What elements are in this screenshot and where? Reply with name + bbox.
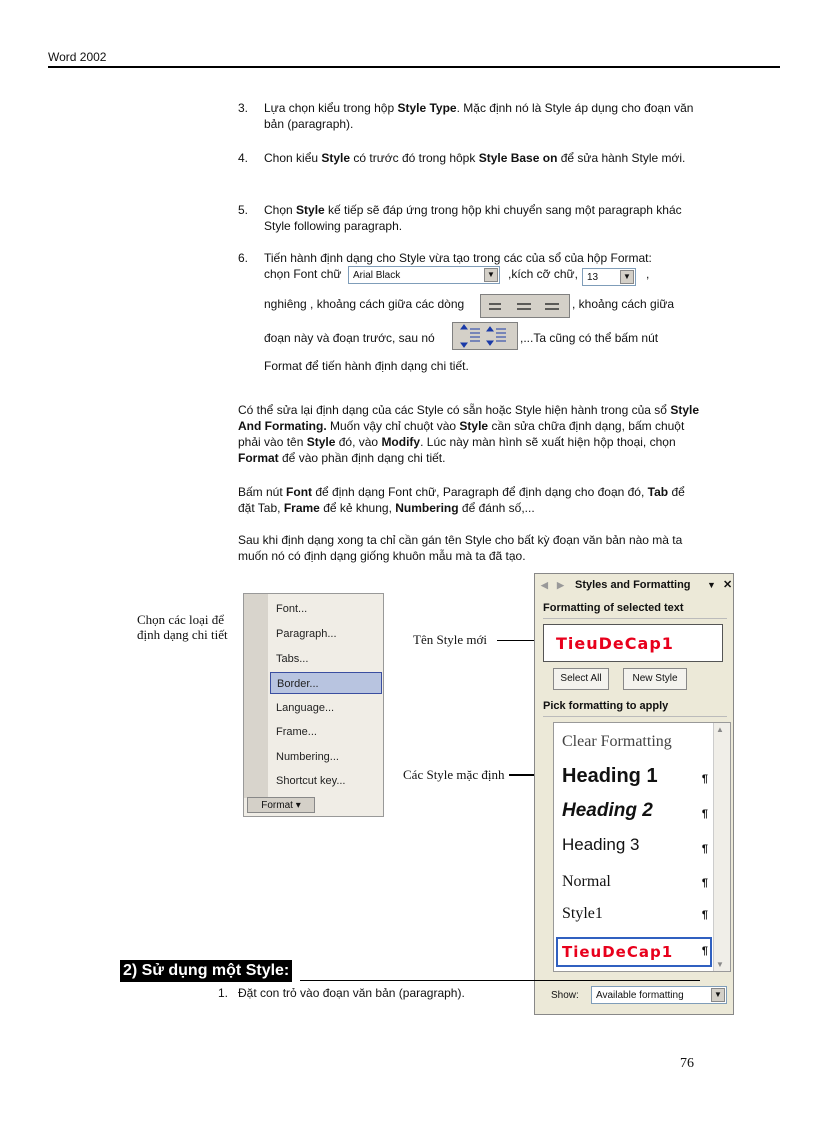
- pane-title: Styles and Formatting: [575, 579, 691, 591]
- font-label: chọn Font chữ: [264, 267, 342, 281]
- text-run: để đặt Tab,: [238, 485, 685, 515]
- paragraph-buttons: [238, 484, 700, 516]
- line-spacing-icon[interactable]: [481, 295, 569, 317]
- forward-arrow-icon[interactable]: ▶: [557, 580, 564, 590]
- bold-run: Modify: [381, 435, 421, 449]
- bold-run: Format: [238, 451, 279, 465]
- bold-run: Style: [459, 419, 489, 433]
- step6-line5: Format để tiến hành định dạng chi tiết.: [264, 359, 469, 373]
- bold-run: Style: [321, 151, 351, 165]
- menu-item-border[interactable]: Border...: [270, 672, 382, 694]
- text-run: có trước đó trong hôpk: [350, 151, 479, 165]
- paragraph-mark-icon: ¶: [701, 909, 708, 921]
- section-rule: [300, 980, 700, 981]
- format-button-hint: ,...Ta cũng có thể bấm nút: [520, 331, 659, 345]
- style-heading-3[interactable]: Heading 3: [562, 835, 640, 854]
- bold-run: Style Type: [397, 101, 457, 115]
- paragraph-mark-icon: ¶: [701, 843, 708, 855]
- formatting-selected-label: Formatting of selected text: [543, 602, 684, 614]
- styles-scrollbar[interactable]: [713, 723, 730, 971]
- menu-item-frame[interactable]: Frame...: [276, 726, 317, 738]
- menu-item-shortcut-key[interactable]: Shortcut key...: [276, 775, 346, 787]
- text-run: . Mặc định nó là Style áp dụng cho đoạn văn bản (paragraph).: [264, 101, 694, 131]
- caption-default-styles: Các Style mặc định: [403, 767, 505, 782]
- scroll-up-icon[interactable]: ▲: [716, 725, 724, 734]
- menu-item-language[interactable]: Language...: [276, 702, 335, 714]
- bold-run: Numbering: [395, 501, 459, 515]
- pick-formatting-label: Pick formatting to apply: [543, 700, 669, 712]
- style-normal[interactable]: Normal: [562, 873, 611, 890]
- step-text: [264, 100, 698, 132]
- font-combo[interactable]: [348, 266, 500, 284]
- style-heading-2[interactable]: Heading 2: [562, 800, 653, 821]
- format-button[interactable]: Format ▾: [247, 797, 315, 813]
- paragraph-spacing-icon[interactable]: [453, 323, 517, 349]
- paragraph-mark-icon: ¶: [701, 877, 708, 889]
- step-number: 3.: [238, 101, 249, 115]
- font-combo-value: Arial Black: [353, 270, 401, 281]
- divider: [543, 618, 727, 619]
- text-run: Muốn vậy chỉ chuột vào: [326, 419, 460, 433]
- paragraph-spacing-label: , khoảng cách giữa: [572, 297, 675, 311]
- bold-run: Font: [286, 485, 313, 499]
- step-text: [264, 250, 698, 374]
- chevron-down-icon[interactable]: ▼: [711, 988, 725, 1002]
- close-icon[interactable]: ✕: [723, 579, 733, 591]
- bold-run: Tab: [647, 485, 669, 499]
- back-arrow-icon[interactable]: ◀: [541, 580, 548, 590]
- text-run: . Lúc này màn hình sẽ xuất hiện hộp thoại, chọn: [420, 435, 676, 449]
- paragraph-mark-icon: ¶: [701, 945, 708, 957]
- styles-formatting-pane: [534, 573, 734, 1015]
- text-run: Có thể sửa lại định dạng của các Style có sẵn hoặc Style hiện hành trong của sổ: [238, 403, 671, 417]
- new-style-button[interactable]: New Style: [623, 668, 687, 690]
- menu-gutter: [244, 594, 268, 798]
- text-run: Chon kiểu: [264, 151, 322, 165]
- text-run: để sửa hành Style mới.: [557, 151, 686, 165]
- header-rule: [48, 66, 780, 68]
- step-item: [238, 250, 698, 390]
- menu-item-font[interactable]: Font...: [276, 603, 308, 615]
- step6-line1: Tiến hành định dạng cho Style vừa tạo trong các của sổ của hộp Format:: [264, 251, 652, 265]
- text-run: Bấm nút: [238, 485, 287, 499]
- section-item-text: Đặt con trỏ vào đoạn văn bản (paragraph).: [238, 986, 465, 1000]
- bold-run: Style Base on: [478, 151, 558, 165]
- bold-run: Style: [306, 435, 336, 449]
- text-run: Sau khi định dạng xong ta chỉ cần gán tên Style cho bất kỳ đoạn văn bản nào mà ta muốn nó có định dạng giống khuôn mẫu mà ta đã tạo.: [238, 533, 683, 563]
- show-select-value: Available formatting: [596, 990, 684, 1001]
- show-label: Show:: [551, 990, 579, 1001]
- before-after-label: đoạn này và đoạn trước, sau nó: [264, 331, 435, 345]
- divider: [543, 716, 727, 717]
- menu-item-numbering[interactable]: Numbering...: [276, 751, 339, 763]
- caption-new-style: Tên Style mới: [413, 632, 488, 647]
- text-run: để đánh số,...: [458, 501, 535, 515]
- style-style1[interactable]: Style1: [562, 905, 603, 922]
- chevron-down-icon[interactable]: ▼: [620, 270, 634, 284]
- menu-item-tabs[interactable]: Tabs...: [276, 653, 309, 665]
- bold-run: Frame: [283, 501, 320, 515]
- step-text: [264, 150, 698, 166]
- step-text: [264, 202, 698, 234]
- text-run: Chọn: [264, 203, 297, 217]
- pane-menu-icon[interactable]: ▼: [707, 580, 716, 590]
- bold-run: Style: [296, 203, 325, 217]
- section-title: 2) Sử dụng một Style:: [120, 960, 292, 982]
- caption-format-types: Chọn các loại để định dạng chi tiết: [137, 612, 228, 642]
- scroll-down-icon[interactable]: ▼: [716, 960, 724, 969]
- bold-run: Style And Formating.: [238, 403, 699, 433]
- style-tieudecap1[interactable]: TieuDeCap1: [556, 937, 712, 967]
- size-tail: ,: [646, 267, 650, 281]
- step-number: 5.: [238, 203, 249, 217]
- pane-title-bar: [535, 574, 733, 596]
- line-spacing-label: nghiêng , khoảng cách giữa các dòng: [264, 297, 465, 311]
- menu-item-paragraph[interactable]: Paragraph...: [276, 628, 337, 640]
- text-run: Lựa chọn kiểu trong hộp: [264, 101, 398, 115]
- format-menu: [243, 593, 384, 817]
- text-run: cần sửa chữa định dạng, bấm chuột phải vào tên: [238, 419, 685, 449]
- size-label: ,kích cỡ chữ,: [508, 267, 578, 281]
- selected-style-box[interactable]: [543, 624, 723, 662]
- page-number: 76: [680, 1056, 694, 1071]
- styles-list: [553, 722, 731, 972]
- step-number: 6.: [238, 251, 249, 265]
- text-run: kế tiếp sẽ đáp ứng trong hộp khi chuyển sang một paragraph khác Style following paragraph.: [264, 203, 682, 233]
- size-combo[interactable]: [582, 268, 636, 286]
- style-clear-formatting[interactable]: Clear Formatting: [562, 733, 672, 750]
- chevron-down-icon[interactable]: ▼: [484, 268, 498, 282]
- select-all-button[interactable]: Select All: [553, 668, 609, 690]
- style-heading-1[interactable]: Heading 1: [562, 765, 658, 787]
- line-spacing-buttons: [480, 294, 570, 318]
- text-run: để định dạng Font chữ, Paragraph để định dạng cho đoạn đó,: [312, 485, 648, 499]
- paragraph-spacing-buttons: [452, 322, 518, 350]
- selected-style-name: TieuDeCap1: [556, 634, 674, 653]
- step6-line4: [264, 328, 698, 358]
- size-combo-value: 13: [587, 272, 599, 283]
- section-item-number: 1.: [218, 986, 229, 1000]
- paragraph-mark-icon: ¶: [701, 773, 708, 785]
- show-select[interactable]: [591, 986, 727, 1004]
- paragraph-apply: [238, 532, 700, 564]
- paragraph-modify: [238, 402, 700, 466]
- text-run: để vào phần định dạng chi tiết.: [278, 451, 446, 465]
- step-number: 4.: [238, 151, 249, 165]
- text-run: để kẻ khung,: [319, 501, 396, 515]
- header-title: Word 2002: [48, 50, 107, 64]
- paragraph-mark-icon: ¶: [701, 808, 708, 820]
- step6-line2: [264, 266, 698, 286]
- text-run: đó, vào: [335, 435, 382, 449]
